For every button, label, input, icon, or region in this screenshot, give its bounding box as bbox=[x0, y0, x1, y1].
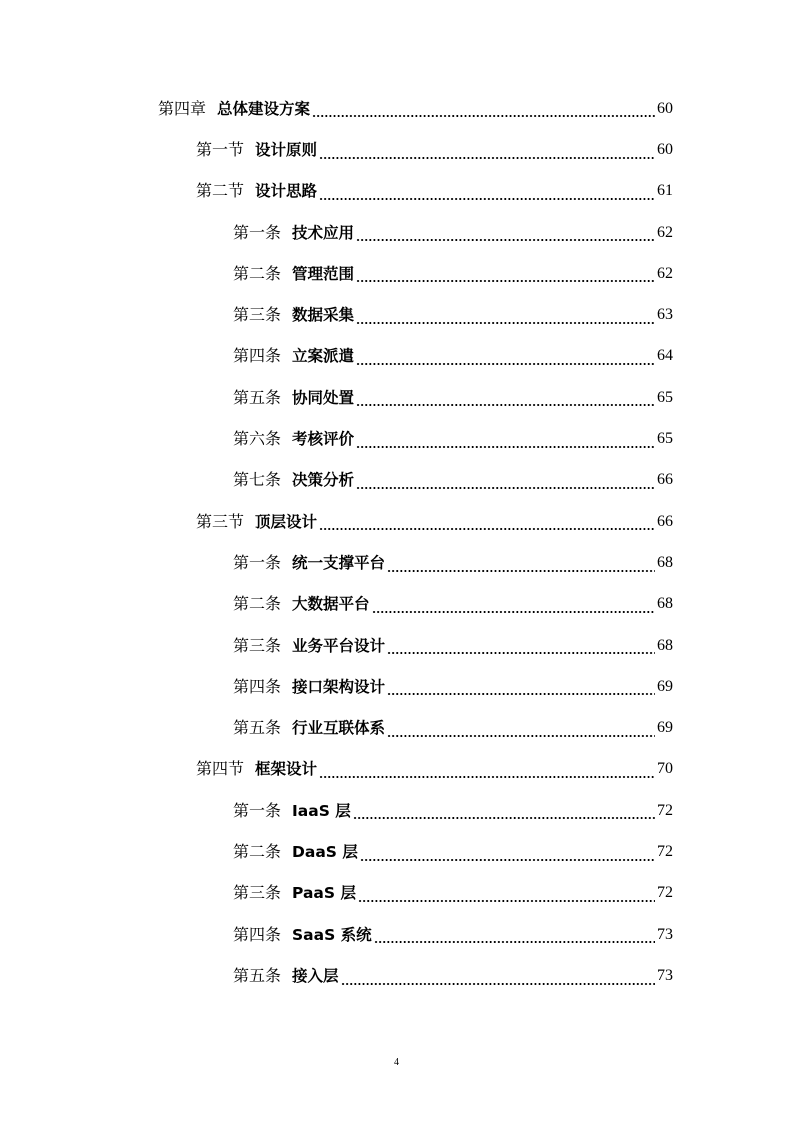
toc-entry-article[interactable] bbox=[0, 542, 793, 583]
toc-entry-title: 决策分析 bbox=[292, 471, 355, 490]
toc-entry-title: 协同处置 bbox=[292, 388, 355, 407]
toc-entry-page: 72 bbox=[657, 842, 673, 860]
toc-entry-number: 第四条 bbox=[233, 346, 282, 366]
toc-entry-article[interactable] bbox=[0, 212, 793, 253]
toc-entry-article[interactable] bbox=[0, 831, 793, 872]
toc-entry-number: 第四节 bbox=[196, 759, 245, 779]
toc-entry-title: 大数据平台 bbox=[292, 595, 370, 614]
toc-entry-number: 第四章 bbox=[158, 98, 207, 118]
toc-entry-page: 61 bbox=[657, 182, 673, 200]
toc-entry-section-3[interactable] bbox=[0, 501, 793, 542]
toc-entry-title: 设计原则 bbox=[255, 140, 318, 159]
dot-leader bbox=[374, 928, 655, 944]
toc-entry-page: 70 bbox=[657, 760, 673, 778]
toc-entry-number: 第二条 bbox=[233, 263, 282, 283]
toc-entry-number: 第三条 bbox=[233, 635, 282, 655]
toc-entry-title: 行业互联体系 bbox=[292, 719, 386, 738]
page-number: 4 bbox=[394, 1057, 399, 1068]
toc-entry-title: SaaS 系统 bbox=[292, 925, 372, 944]
toc-entry-page: 63 bbox=[657, 306, 673, 324]
toc-entry-title: IaaS 层 bbox=[292, 801, 351, 820]
toc-entry-title: 接入层 bbox=[292, 966, 339, 985]
dot-leader bbox=[356, 474, 655, 490]
toc-entry-section-4[interactable] bbox=[0, 749, 793, 790]
toc-entry-article[interactable] bbox=[0, 418, 793, 459]
toc-entry-number: 第五条 bbox=[233, 387, 282, 407]
toc-entry-page: 68 bbox=[657, 636, 673, 654]
toc-entry-title: DaaS 层 bbox=[292, 842, 358, 861]
toc-entry-article[interactable] bbox=[0, 336, 793, 377]
toc-entry-page: 64 bbox=[657, 347, 673, 365]
toc-entry-number: 第二条 bbox=[233, 841, 282, 861]
toc-entry-title: PaaS 层 bbox=[292, 884, 356, 903]
dot-leader bbox=[356, 309, 655, 325]
dot-leader bbox=[312, 102, 655, 118]
dot-leader bbox=[356, 433, 655, 449]
dot-leader bbox=[358, 887, 655, 903]
toc-entry-title: 考核评价 bbox=[292, 430, 355, 449]
toc-entry-chapter-4[interactable] bbox=[0, 88, 793, 129]
dot-leader bbox=[319, 185, 655, 201]
toc-entry-number: 第三条 bbox=[233, 883, 282, 903]
toc-entry-number: 第一条 bbox=[233, 222, 282, 242]
toc-entry-article[interactable] bbox=[0, 460, 793, 501]
toc-entry-title: 立案派遣 bbox=[292, 347, 355, 366]
toc-entry-article[interactable] bbox=[0, 294, 793, 335]
toc-entry-page: 60 bbox=[657, 140, 673, 158]
dot-leader bbox=[356, 267, 655, 283]
toc-entry-page: 62 bbox=[657, 264, 673, 282]
toc-entry-section-1[interactable] bbox=[0, 129, 793, 170]
toc-entry-article[interactable] bbox=[0, 790, 793, 831]
dot-leader bbox=[360, 846, 655, 862]
toc-entry-number: 第三条 bbox=[233, 305, 282, 325]
toc-entry-page: 60 bbox=[657, 99, 673, 117]
dot-leader bbox=[356, 391, 655, 407]
dot-leader bbox=[387, 557, 655, 573]
toc-entry-title: 技术应用 bbox=[292, 223, 355, 242]
toc-entry-page: 68 bbox=[657, 595, 673, 613]
toc-entry-number: 第二条 bbox=[233, 594, 282, 614]
toc-entry-number: 第四条 bbox=[233, 676, 282, 696]
dot-leader bbox=[356, 226, 655, 242]
toc-entry-section-2[interactable] bbox=[0, 171, 793, 212]
toc-entry-page: 65 bbox=[657, 388, 673, 406]
toc-entry-number: 第六条 bbox=[233, 429, 282, 449]
toc-entry-page: 73 bbox=[657, 925, 673, 943]
toc-entry-number: 第一节 bbox=[196, 139, 245, 159]
toc-entry-article[interactable] bbox=[0, 666, 793, 707]
toc-entry-page: 66 bbox=[657, 512, 673, 530]
toc-entry-number: 第四条 bbox=[233, 924, 282, 944]
toc-entry-title: 总体建设方案 bbox=[217, 99, 311, 118]
toc-entry-article[interactable] bbox=[0, 584, 793, 625]
toc-entry-number: 第一条 bbox=[233, 552, 282, 572]
dot-leader bbox=[319, 144, 655, 160]
toc-entry-article[interactable] bbox=[0, 625, 793, 666]
toc-entry-article[interactable] bbox=[0, 707, 793, 748]
toc-entry-page: 68 bbox=[657, 553, 673, 571]
dot-leader bbox=[353, 804, 655, 820]
toc-entry-article[interactable] bbox=[0, 914, 793, 955]
dot-leader bbox=[356, 350, 655, 366]
toc-entry-title: 框架设计 bbox=[255, 760, 318, 779]
toc-entry-title: 顶层设计 bbox=[255, 512, 318, 531]
toc-entry-number: 第二节 bbox=[196, 181, 245, 201]
toc-entry-title: 统一支撑平台 bbox=[292, 553, 386, 572]
dot-leader bbox=[387, 639, 655, 655]
toc-entry-article[interactable] bbox=[0, 955, 793, 996]
table-of-contents bbox=[0, 88, 793, 997]
toc-entry-page: 65 bbox=[657, 430, 673, 448]
toc-entry-title: 设计思路 bbox=[255, 182, 318, 201]
toc-entry-number: 第三节 bbox=[196, 511, 245, 531]
toc-entry-number: 第一条 bbox=[233, 800, 282, 820]
toc-entry-number: 第七条 bbox=[233, 470, 282, 490]
toc-entry-number: 第五条 bbox=[233, 718, 282, 738]
toc-entry-article[interactable] bbox=[0, 873, 793, 914]
toc-entry-page: 72 bbox=[657, 884, 673, 902]
toc-entry-page: 72 bbox=[657, 801, 673, 819]
toc-entry-page: 69 bbox=[657, 677, 673, 695]
toc-entry-page: 69 bbox=[657, 719, 673, 737]
toc-entry-page: 66 bbox=[657, 471, 673, 489]
toc-entry-page: 73 bbox=[657, 966, 673, 984]
dot-leader bbox=[319, 763, 655, 779]
toc-entry-number: 第五条 bbox=[233, 965, 282, 985]
dot-leader bbox=[319, 515, 655, 531]
toc-entry-page: 62 bbox=[657, 223, 673, 241]
dot-leader bbox=[372, 598, 655, 614]
toc-entry-article[interactable] bbox=[0, 377, 793, 418]
toc-entry-title: 接口架构设计 bbox=[292, 677, 386, 696]
toc-entry-title: 数据采集 bbox=[292, 306, 355, 325]
dot-leader bbox=[387, 722, 655, 738]
dot-leader bbox=[387, 680, 655, 696]
toc-entry-title: 管理范围 bbox=[292, 264, 355, 283]
dot-leader bbox=[341, 970, 655, 986]
toc-entry-article[interactable] bbox=[0, 253, 793, 294]
toc-entry-title: 业务平台设计 bbox=[292, 636, 386, 655]
